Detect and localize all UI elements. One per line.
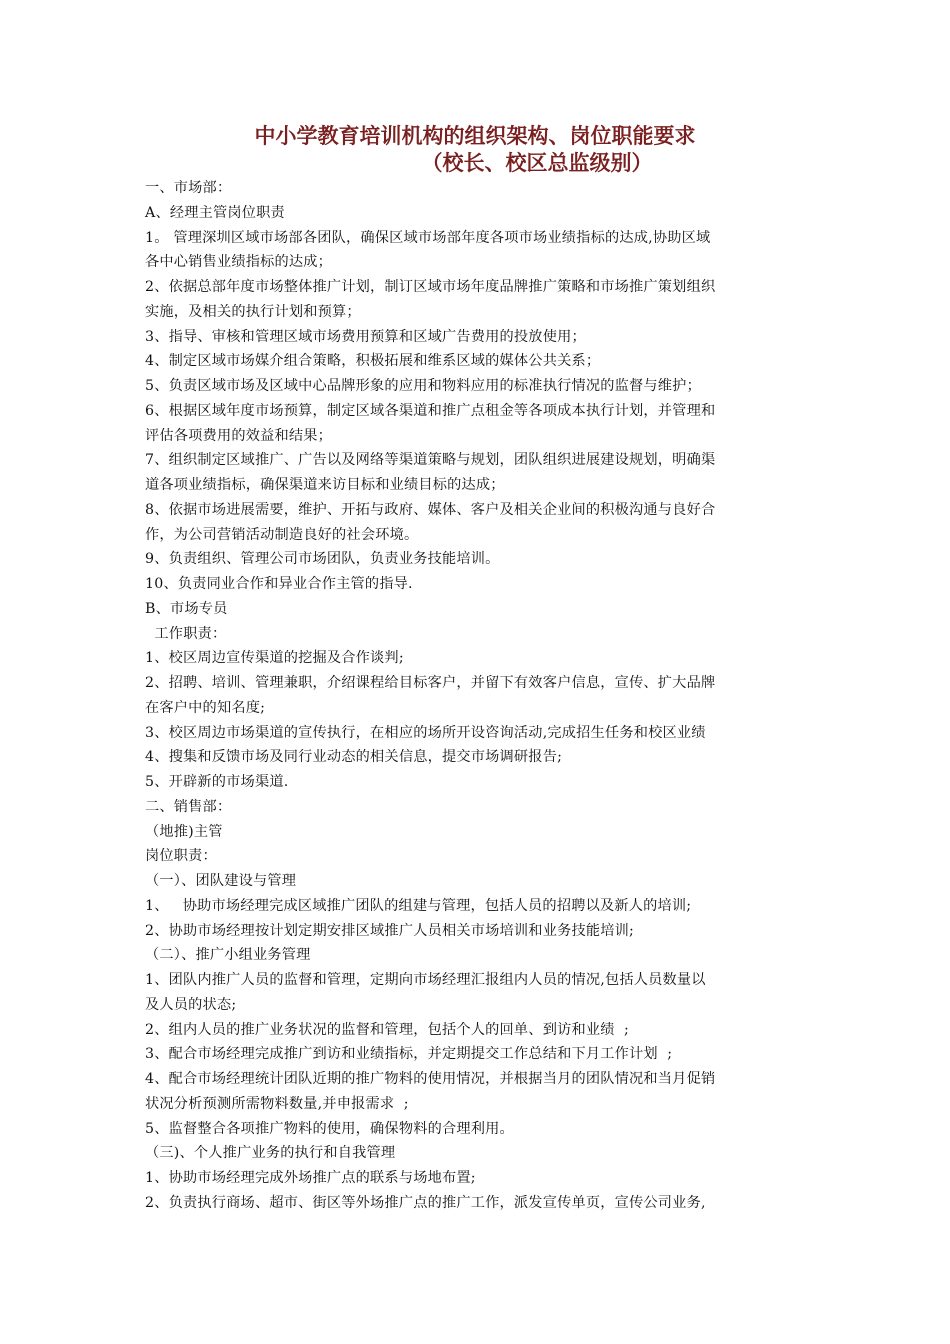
subsection-heading-team: （一）、团队建设与管理	[145, 873, 297, 889]
text-line: 4、配合市场经理统计团队近期的推广物料的使用情况，并根据当月的团队情况和当月促销	[145, 1071, 716, 1087]
subsection-heading-group: （二）、推广小组业务管理	[145, 947, 311, 964]
text-line: 1。 管理深圳区域市场部各团队，确保区域市场部年度各项市场业绩指标的达成,协助区域	[145, 229, 711, 246]
text-line: 2、协助市场经理按计划定期安排区域推广人员相关市场培训和业务技能培训;	[145, 922, 634, 939]
text-line: 道各项业绩指标，确保渠道来访目标和业绩目标的达成；	[145, 477, 505, 493]
text-line: 10、负责同业合作和异业合作主管的指导.	[145, 576, 413, 592]
text-line: 状况分析预测所需物料数量,并申报需求 ;	[145, 1095, 409, 1112]
text-line: 1、协助市场经理完成外场推广点的联系与场地布置;	[145, 1170, 476, 1186]
subsection-heading-specialist: B、市场专员	[145, 600, 228, 617]
section-heading-marketing: 一、市场部：	[145, 180, 232, 196]
text-line: 6、根据区域年度市场预算，制定区域各渠道和推广点租金等各项成本执行计划，并管理和	[145, 402, 716, 419]
subsection-heading-manager: A、经理主管岗位职责	[145, 204, 285, 221]
text-line: 3、校区周边市场渠道的宣传执行，在相应的场所开设咨询活动,完成招生任务和校区业绩	[145, 724, 706, 741]
text-line: 岗位职责：	[145, 848, 217, 865]
text-line: 作，为公司营销活动制造良好的社会环境。	[145, 526, 419, 543]
section-heading-sales: 二、销售部：	[145, 798, 232, 815]
text-line: 5、开辟新的市场渠道.	[145, 774, 289, 790]
text-line: 评估各项费用的效益和结果；	[145, 427, 333, 444]
text-line: 各中心销售业绩指标的达成；	[145, 254, 333, 271]
text-line: 1、校区周边宣传渠道的挖掘及合作谈判;	[145, 650, 404, 667]
text-line: 2、招聘、培训、管理兼职，介绍课程给目标客户，并留下有效客户信息，宣传、扩大品牌	[145, 675, 716, 691]
document-subtitle: （校长、校区总监级别）	[421, 150, 653, 175]
text-line: 3、指导、审核和管理区域市场费用预算和区域广告费用的投放使用；	[145, 328, 586, 345]
text-line: 2、负责执行商场、超市、街区等外场推广点的推广工作，派发宣传单页，宣传公司业务,	[145, 1194, 706, 1211]
text-line: 2、组内人员的推广业务状况的监督和管理，包括个人的回单、到访和业绩 ;	[145, 1021, 630, 1038]
text-line: 2、依据总部年度市场整体推广计划，制订区域市场年度品牌推广策略和市场推广策划组织	[145, 279, 716, 295]
text-line: 4、制定区域市场媒介组合策略，积极拓展和维系区域的媒体公共关系；	[145, 353, 601, 370]
text-line: 5、监督整合各项推广物料的使用，确保物料的合理利用。	[145, 1120, 514, 1137]
text-line: 3、配合市场经理完成推广到访和业绩指标，并定期提交工作总结和下月工作计划 ;	[145, 1046, 673, 1063]
document-body	[145, 176, 813, 1216]
text-line: 7、组织制定区域推广、广告以及网络等渠道策略与规划，团队组织进展建设规划，明确渠	[145, 452, 716, 469]
text-line: 1、团队内推广人员的监督和管理，定期向市场经理汇报组内人员的情况,包括人员数量以	[145, 972, 706, 988]
text-line: 1、 协助市场经理完成区域推广团队的组建与管理，包括人员的招聘以及新人的培训;	[145, 897, 692, 914]
text-line: 及人员的状态;	[145, 996, 237, 1013]
subsection-heading-personal: （三)、个人推广业务的执行和自我管理	[145, 1145, 396, 1162]
text-line: 工作职责：	[145, 625, 227, 642]
text-line: （地推)主管	[145, 823, 223, 840]
text-line: 实施，及相关的执行计划和预算；	[145, 303, 361, 320]
text-line: 5、负责区域市场及区域中心品牌形象的应用和物料应用的标准执行情况的监督与维护；	[145, 378, 701, 394]
text-line: 8、依据市场进展需要，维护、开拓与政府、媒体、客户及相关企业间的积极沟通与良好合	[145, 501, 716, 518]
text-line: 在客户中的知名度;	[145, 699, 266, 716]
document-title: 中小学教育培训机构的组织架构、岗位职能要求	[254, 123, 696, 148]
text-line: 9、负责组织、管理公司市场团队，负责业务技能培训。	[145, 551, 500, 568]
text-line: 4、搜集和反馈市场及同行业动态的相关信息，提交市场调研报告;	[145, 749, 563, 766]
